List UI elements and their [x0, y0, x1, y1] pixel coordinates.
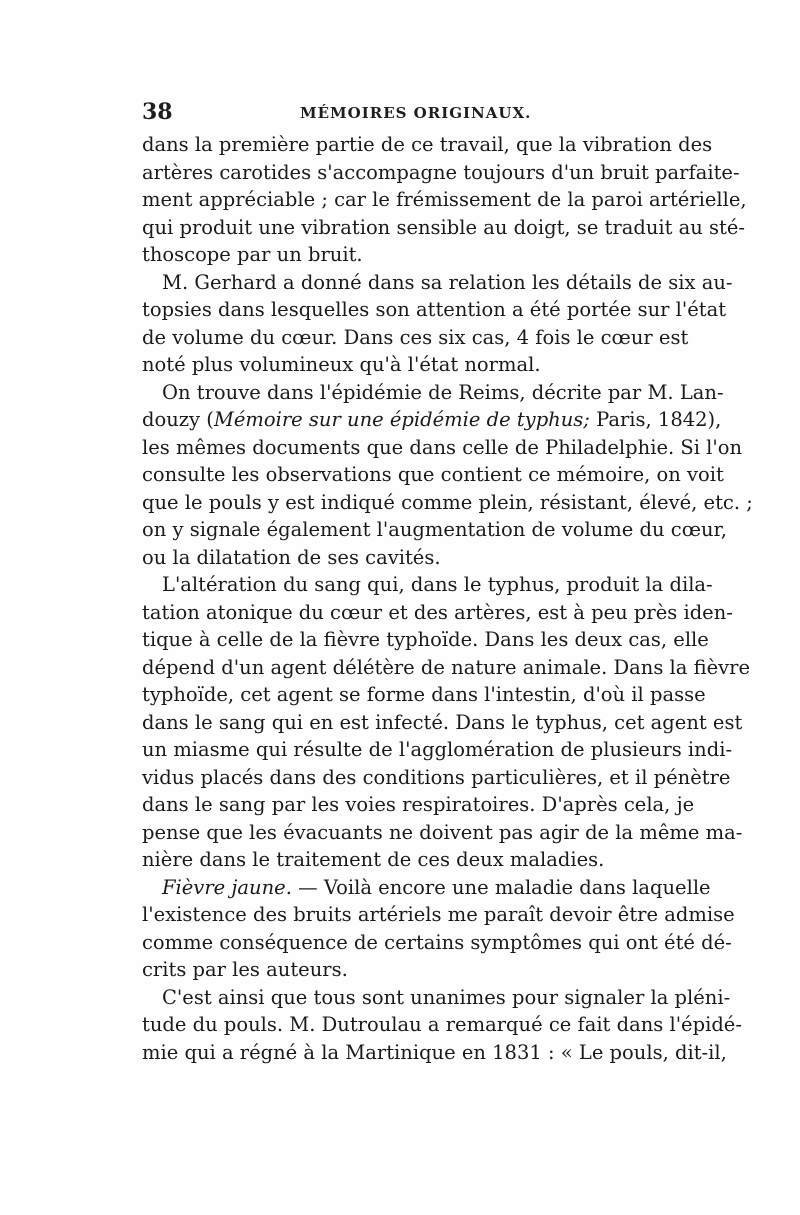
text-line: dépend d'un agent délétère de nature animale. Dans la fièvre	[142, 655, 751, 679]
text-line: dans la première partie de ce travail, que la vibration des	[142, 133, 713, 156]
text-line: dans le sang qui en est infecté. Dans le typhus, cet agent est	[142, 710, 743, 734]
text-line: tation atonique du cœur et des artères, est à peu près iden-	[142, 600, 733, 624]
section-heading-italic: Fièvre jaune.	[162, 875, 292, 899]
text-line: artères carotides s'accompagne toujours d'un bruit parfaite-	[142, 160, 740, 184]
text-line: On trouve dans l'épidémie de Reims, décrite par M. Lan-	[162, 380, 724, 404]
text-line: tude du pouls. M. Dutroulau a remarqué ce fait dans l'épidé-	[142, 1013, 742, 1036]
text-line: on y signale également l'augmentation de volume du cœur,	[142, 518, 727, 541]
text-line: consulte les observations que contient ce mémoire, on voit	[142, 463, 724, 486]
text-line-mixed	[142, 406, 722, 434]
text-line: un miasme qui résulte de l'agglomération de plusieurs indi-	[142, 738, 733, 761]
text-line: nière dans le traitement de ces deux maladies.	[142, 848, 605, 871]
text-line: thoscope par un bruit.	[142, 243, 363, 266]
text-line: topsies dans lesquelles son attention a été portée sur l'état	[142, 298, 727, 321]
text-line-mixed	[142, 874, 711, 902]
text-line: typhoïde, cet agent se forme dans l'intestin, d'où il passe	[142, 683, 706, 706]
book-title-italic: Mémoire sur une épidémie de typhus;	[213, 408, 590, 431]
text-segment: Paris, 1842),	[589, 408, 722, 431]
text-line: que le pouls y est indiqué comme plein, résistant, élevé, etc. ;	[142, 490, 753, 514]
running-head: MÉMOIRES ORIGINAUX.	[300, 104, 532, 122]
text-line: qui produit une vibration sensible au doigt, se traduit au sté-	[142, 215, 746, 239]
text-line: dans le sang par les voies respiratoires. D'après cela, je	[142, 793, 695, 816]
text-line: comme conséquence de certains symptômes qui ont été dé-	[142, 930, 732, 954]
text-segment: douzy (	[142, 408, 214, 431]
text-line: pense que les évacuants ne doivent pas agir de la même ma-	[142, 820, 743, 844]
text-segment: — Voilà encore une maladie dans laquelle	[291, 875, 711, 899]
text-line: noté plus volumineux qu'à l'état normal.	[142, 353, 541, 376]
text-line: tique à celle de la fièvre typhoïde. Dans les deux cas, elle	[142, 628, 709, 651]
text-line: vidus placés dans des conditions particulières, et il pénètre	[142, 765, 731, 789]
text-line: l'existence des bruits artériels me paraît devoir être admise	[142, 903, 735, 926]
page-number: 38	[142, 99, 173, 125]
text-line: de volume du cœur. Dans ces six cas, 4 fois le cœur est	[142, 325, 689, 349]
text-line: crits par les auteurs.	[142, 958, 348, 981]
text-line: L'altération du sang qui, dans le typhus, produit la dila-	[162, 573, 713, 596]
page-header	[142, 99, 668, 129]
text-line: ment appréciable ; car le frémissement de la paroi artérielle,	[142, 188, 747, 211]
body-text	[142, 131, 753, 1066]
text-line: les mêmes documents que dans celle de Philadelphie. Si l'on	[142, 435, 743, 459]
text-line: M. Gerhard a donné dans sa relation les détails de six au-	[162, 270, 733, 294]
text-line: mie qui a régné à la Martinique en 1831 : « Le pouls, dit-il,	[142, 1040, 727, 1064]
text-line: ou la dilatation de ses cavités.	[142, 545, 441, 569]
text-line: C'est ainsi que tous sont unanimes pour signaler la pléni-	[162, 985, 731, 1009]
